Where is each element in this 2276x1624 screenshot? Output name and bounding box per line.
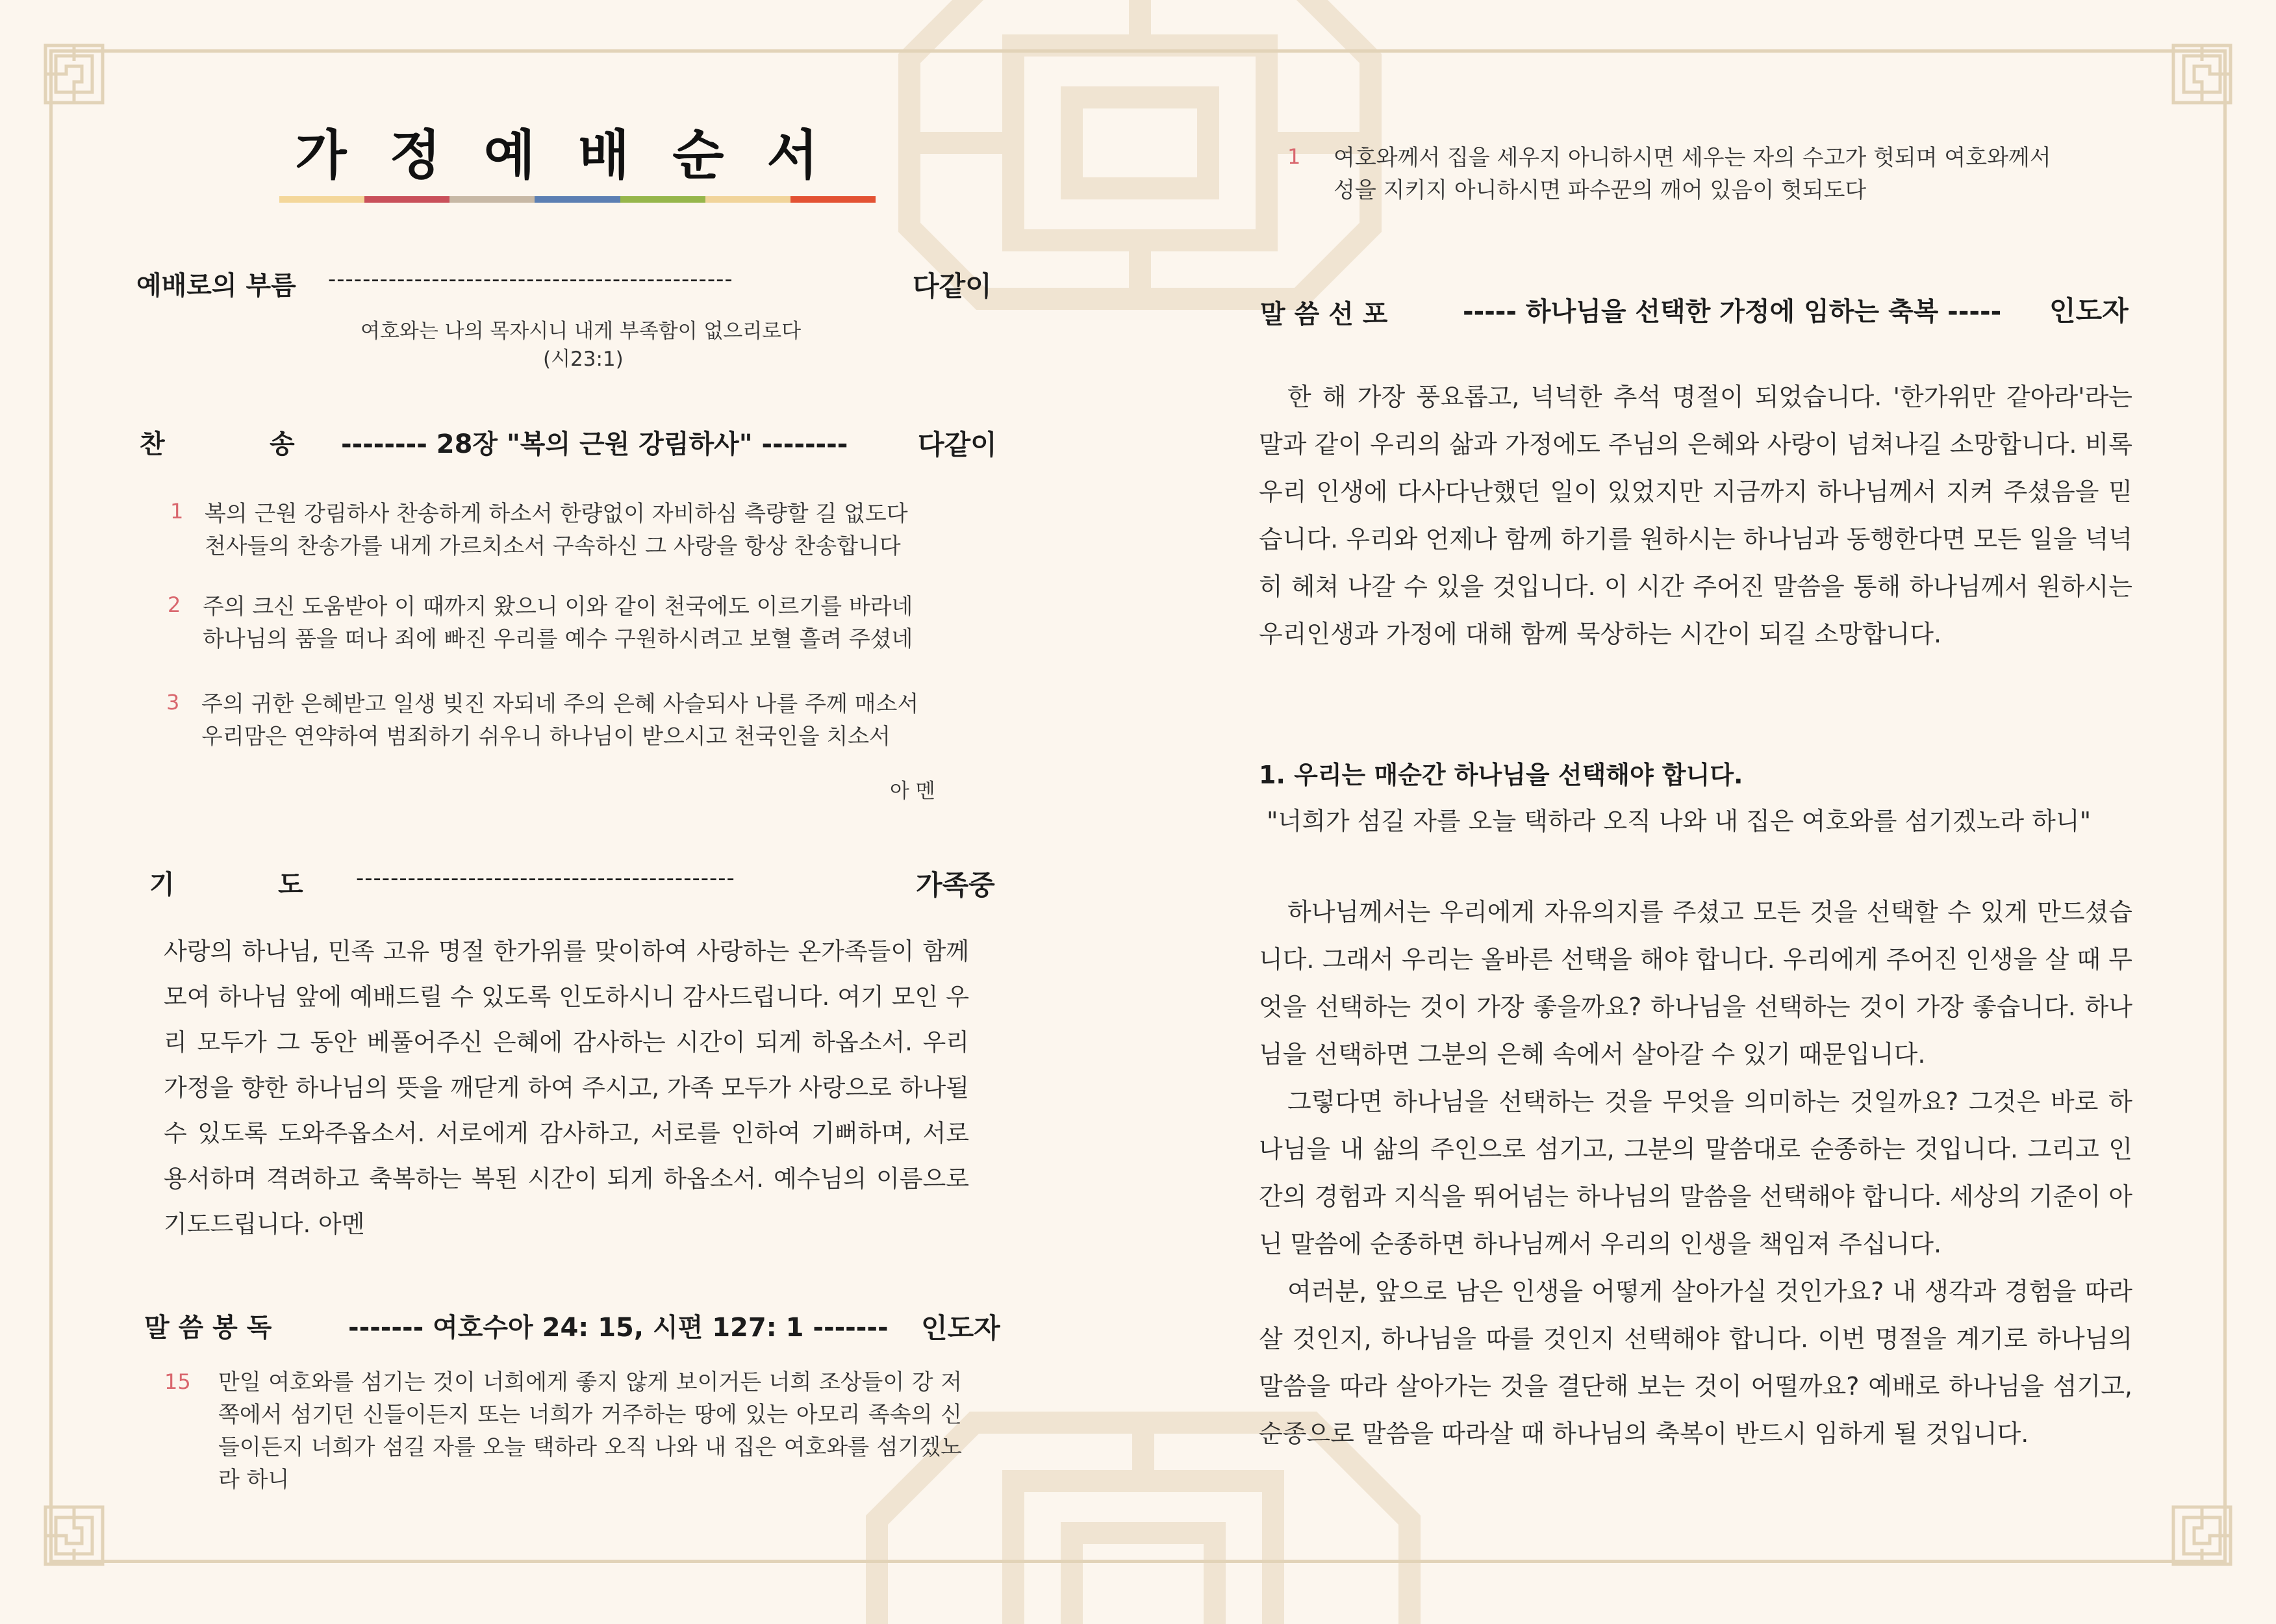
sermon-body	[1259, 889, 2132, 1458]
sermon-title: ----- 하나님을 선택한 가정에 임하는 축복 -----	[1463, 297, 2002, 327]
call-to-worship-label: 예배로의 부름	[136, 271, 296, 301]
hymn-verse-2-line1: 주의 크신 도움받아 이 때까지 왔으니 이와 같이 천국에도 이르기를 바라네	[203, 594, 913, 620]
sermon-paragraph-1: 하나님께서는 우리에게 자유의지를 주셨고 모든 것을 선택할 수 있게 만드셨습니다. 그래서 우리는 올바른 선택을 해야 합니다. 우리에게 주어진 인생을 살 때 무엇을 선택하는 것이 가장 좋을까요? 하나님을 선택하는 것이 가장 좋습니다. 하나님을 선택하면 그분의 은혜 속에서 살아갈 수 있기 때문입니다.	[1259, 898, 2132, 1069]
sermon-paragraph-3: 여러분, 앞으로 남은 인생을 어떻게 살아가실 것인가요? 내 생각과 경험을 따라 살 것인지, 하나님을 따를 것인지 선택해야 합니다. 이번 명절을 계기로 하나님의 말씀을 따라 살아가는 것을 결단해 보는 것이 어떨까요? 예배로 하나님을 섬기고, 순종으로 말씀을 따라살 때 하나님의 축복이 반드시 임하게 될 것입니다.	[1259, 1277, 2132, 1448]
call-verse-ref: (시23:1)	[543, 348, 624, 371]
corner-ornament-bottom-right	[2171, 1504, 2233, 1567]
color-swatch-7	[790, 196, 876, 203]
hymn-verse-2-number: 2	[168, 592, 181, 617]
color-swatch-5	[620, 196, 705, 203]
call-to-worship-leader: 다같이	[913, 270, 992, 302]
sermon-point-title: 1. 우리는 매순간 하나님을 선택해야 합니다.	[1259, 761, 1743, 789]
hymn-verse-2-line2: 하나님의 품을 떠나 죄에 빠진 우리를 예수 구원하시려고 보혈 흘려 주셨네	[203, 626, 913, 652]
hymn-leader: 다같이	[918, 429, 997, 461]
corner-ornament-top-right	[2171, 43, 2233, 105]
hymn-title: -------- 28장 "복의 근원 강림하사" --------	[341, 429, 848, 459]
sermon-point-quote: "너희가 섬길 자를 오늘 택하라 오직 나와 내 집은 여호와를 섬기겠노라 하니"	[1267, 807, 2092, 835]
hymn-verse-3-line2: 우리맘은 연약하여 범죄하기 쉬우니 하나님이 받으시고 천국인을 치소서	[201, 724, 891, 750]
hymn-verse-3-line1: 주의 귀한 은혜받고 일생 빚진 자되네 주의 은혜 사슬되사 나를 주께 매소서	[201, 691, 919, 717]
sermon-paragraph-2: 그렇다면 하나님을 선택하는 것을 무엇을 의미하는 것일까요? 그것은 바로 하나님을 내 삶의 주인으로 섬기고, 그분의 말씀대로 순종하는 것입니다. 그리고 인간의 경험과 지식을 뛰어넘는 하나님의 말씀을 선택해야 합니다. 세상의 기준이 아닌 말씀에 순종하면 하나님께서 우리의 인생을 책임져 주십니다.	[1259, 1087, 2132, 1258]
prayer-leader: 가족중	[916, 869, 995, 901]
reading-verse-15-number: 15	[164, 1369, 191, 1394]
hymn-verse-1-line2: 천사들의 찬송가를 내게 가르치소서 구속하신 그 사랑을 항상 찬송합니다	[205, 533, 901, 559]
sermon-intro-paragraph: 한 해 가장 풍요롭고, 넉넉한 추석 명절이 되었습니다. '한가위만 같아라'라는 말과 같이 우리의 삶과 가정에도 주님의 은혜와 사랑이 넘쳐나길 소망합니다. 비록 우리 인생에 다사다난했던 일이 있었지만 지금까지 하나님께서 지켜 주셨음을 믿습니다. 우리와 언제나 함께 하기를 원하시는 하나님과 동행한다면 모든 일을 넉넉히 헤쳐 나갈 수 있을 것입니다. 이 시간 주어진 말씀을 통해 하나님께서 원하시는 우리인생과 가정에 대해 함께 묵상하는 시간이 되길 소망합니다.	[1259, 383, 2132, 648]
prayer-text: 사랑의 하나님, 민족 고유 명절 한가위를 맞이하여 사랑하는 온가족들이 함께 모여 하나님 앞에 예배드릴 수 있도록 인도하시니 감사드립니다. 여기 모인 우리 모두가 그 동안 베풀어주신 은혜에 감사하는 시간이 되게 하옵소서. 우리 가정을 향한 하나님의 뜻을 깨닫게 하여 주시고, 가족 모두가 사랑으로 하나될 수 있도록 도와주옵소서. 서로에게 감사하고, 서로를 인하여 기뻐하며, 서로 용서하며 격려하고 축복하는 복된 시간이 되게 하옵소서. 예수님의 이름으로 기도드립니다. 아멘	[164, 937, 969, 1238]
hymn-label-b: 송	[270, 429, 295, 459]
call-to-worship-dashes: -----------------------------------------------	[328, 266, 733, 292]
hymn-verse-1-line1: 복의 근원 강림하사 찬송하게 하소서 한량없이 자비하심 측량할 길 없도다	[205, 501, 908, 527]
corner-ornament-top-left	[43, 43, 105, 105]
page-title: 가정예배순서	[295, 125, 861, 186]
hymn-label-a: 찬	[140, 429, 165, 459]
hymn-verse-1-number: 1	[170, 499, 184, 524]
hymn-amen: 아 멘	[890, 780, 935, 803]
prayer-label-a: 기	[149, 870, 175, 900]
hymn-verse-3-number: 3	[166, 690, 180, 715]
reading-verse-1-number: 1	[1287, 144, 1301, 169]
corner-ornament-bottom-left	[43, 1504, 105, 1567]
prayer-dashes: --------------------------------------------	[356, 865, 735, 891]
color-swatch-6	[705, 196, 790, 203]
title-color-bar	[279, 196, 876, 203]
reading-verse-15: 만일 여호와를 섬기는 것이 너희에게 좋지 않게 보이거든 너희 조상들이 강 저쪽에서 섬기던 신들이든지 또는 너희가 거주하는 땅에 있는 아모리 족속의 신들이든지 너희가 섬길 자를 오늘 택하라 오직 나와 내 집은 여호와를 섬기겠노라 하니	[218, 1369, 962, 1493]
color-swatch-1	[279, 196, 364, 203]
reading-label: 말 씀 봉 독	[144, 1313, 272, 1343]
reading-verse-1-line2: 성을 지키지 아니하시면 파수꾼의 깨어 있음이 헛되도다	[1334, 177, 1867, 203]
reading-passage: ------- 여호수아 24: 15, 시편 127: 1 -------	[348, 1313, 889, 1343]
color-swatch-3	[449, 196, 535, 203]
call-verse: 여호와는 나의 목자시니 내게 부족함이 없으리로다	[360, 320, 802, 343]
reading-verse-1-line1: 여호와께서 집을 세우지 아니하시면 세우는 자의 수고가 헛되며 여호와께서	[1334, 145, 2051, 171]
sermon-leader: 인도자	[2049, 295, 2129, 327]
color-swatch-2	[364, 196, 449, 203]
reading-leader: 인도자	[921, 1312, 1000, 1344]
sermon-label: 말 씀 선 포	[1260, 299, 1388, 329]
sermon-intro	[1259, 374, 2132, 658]
color-swatch-4	[535, 196, 620, 203]
prayer-label-b: 도	[278, 870, 303, 900]
